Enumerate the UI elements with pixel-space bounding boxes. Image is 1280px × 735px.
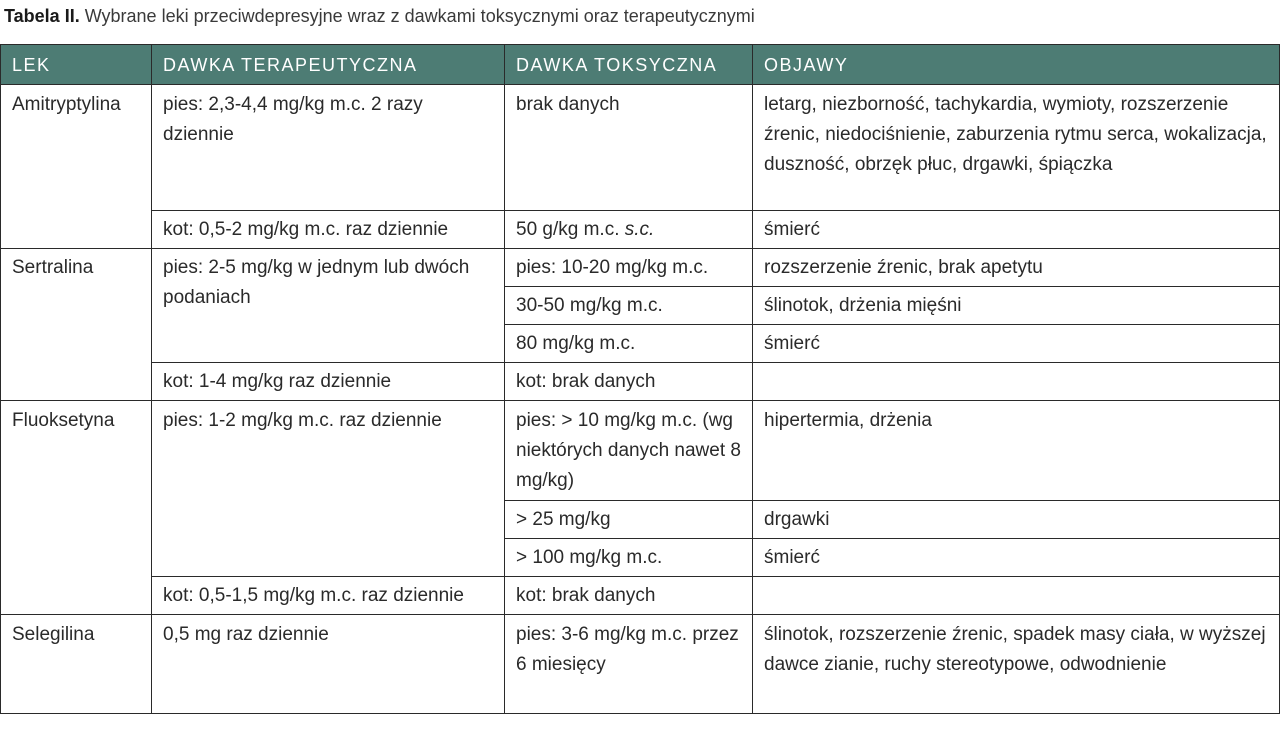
drug-table <box>0 44 1280 714</box>
header-symptoms: OBJAWY <box>753 45 1280 85</box>
symptoms-cell: śmierć <box>753 211 1280 249</box>
toxic-dose-cell: pies: > 10 mg/kg m.c. (wg niektórych danych nawet 8 mg/kg) <box>505 401 753 501</box>
table-row <box>1 577 1280 615</box>
toxic-dose-cell: > 25 mg/kg <box>505 501 753 539</box>
symptoms-cell <box>753 577 1280 615</box>
table-row <box>1 211 1280 249</box>
toxic-dose-cell <box>505 211 753 249</box>
symptoms-cell: ślinotok, drżenia mięśni <box>753 287 1280 325</box>
therapeutic-dose-cell: kot: 0,5-1,5 mg/kg m.c. raz dziennie <box>152 577 505 615</box>
toxic-dose-cell: brak danych <box>505 85 753 211</box>
caption-text: Wybrane leki przeciwdepresyjne wraz z dawkami toksycznymi oraz terapeutycznymi <box>79 6 755 26</box>
toxic-dose-cell: kot: brak danych <box>505 577 753 615</box>
header-drug: LEK <box>1 45 152 85</box>
table-row <box>1 615 1280 714</box>
table-row <box>1 401 1280 501</box>
symptoms-cell: rozszerzenie źrenic, brak apetytu <box>753 249 1280 287</box>
symptoms-cell: śmierć <box>753 539 1280 577</box>
therapeutic-dose-cell: 0,5 mg raz dziennie <box>152 615 505 714</box>
symptoms-cell: drgawki <box>753 501 1280 539</box>
toxic-dose-route: s.c. <box>624 219 655 240</box>
toxic-dose-cell: pies: 3-6 mg/kg m.c. przez 6 miesięcy <box>505 615 753 714</box>
therapeutic-dose-cell: kot: 1-4 mg/kg raz dziennie <box>152 363 505 401</box>
table-row <box>1 249 1280 287</box>
drug-name: Sertralina <box>1 249 152 401</box>
header-row <box>1 45 1280 85</box>
caption-label: Tabela II. <box>4 6 80 26</box>
therapeutic-dose-cell: pies: 1-2 mg/kg m.c. raz dziennie <box>152 401 505 577</box>
therapeutic-dose-cell: pies: 2-5 mg/kg w jednym lub dwóch podaniach <box>152 249 505 363</box>
toxic-dose-cell: > 100 mg/kg m.c. <box>505 539 753 577</box>
header-therapeutic-dose: DAWKA TERAPEUTYCZNA <box>152 45 505 85</box>
symptoms-cell: ślinotok, rozszerzenie źrenic, spadek masy ciała, w wyższej dawce zianie, ruchy stereotypowe, odwodnienie <box>753 615 1280 714</box>
drug-name: Amitryptylina <box>1 85 152 249</box>
toxic-dose-cell: 30-50 mg/kg m.c. <box>505 287 753 325</box>
header-toxic-dose: DAWKA TOKSYCZNA <box>505 45 753 85</box>
table-row <box>1 85 1280 211</box>
drug-name: Fluoksetyna <box>1 401 152 615</box>
therapeutic-dose-cell: pies: 2,3-4,4 mg/kg m.c. 2 razy dziennie <box>152 85 505 211</box>
symptoms-cell: letarg, niezborność, tachykardia, wymioty, rozszerzenie źrenic, niedociśnienie, zaburzenia rytmu serca, wokalizacja, duszność, obrzęk płuc, drgawki, śpiączka <box>753 85 1280 211</box>
table-row <box>1 363 1280 401</box>
drug-name: Selegilina <box>1 615 152 714</box>
symptoms-cell: hipertermia, drżenia <box>753 401 1280 501</box>
toxic-dose-cell: pies: 10-20 mg/kg m.c. <box>505 249 753 287</box>
therapeutic-dose-cell: kot: 0,5-2 mg/kg m.c. raz dziennie <box>152 211 505 249</box>
toxic-dose-cell: 80 mg/kg m.c. <box>505 325 753 363</box>
toxic-dose-cell: kot: brak danych <box>505 363 753 401</box>
symptoms-cell: śmierć <box>753 325 1280 363</box>
symptoms-cell <box>753 363 1280 401</box>
table-caption <box>4 6 755 27</box>
toxic-dose-text: 50 g/kg m.c. <box>516 219 625 240</box>
